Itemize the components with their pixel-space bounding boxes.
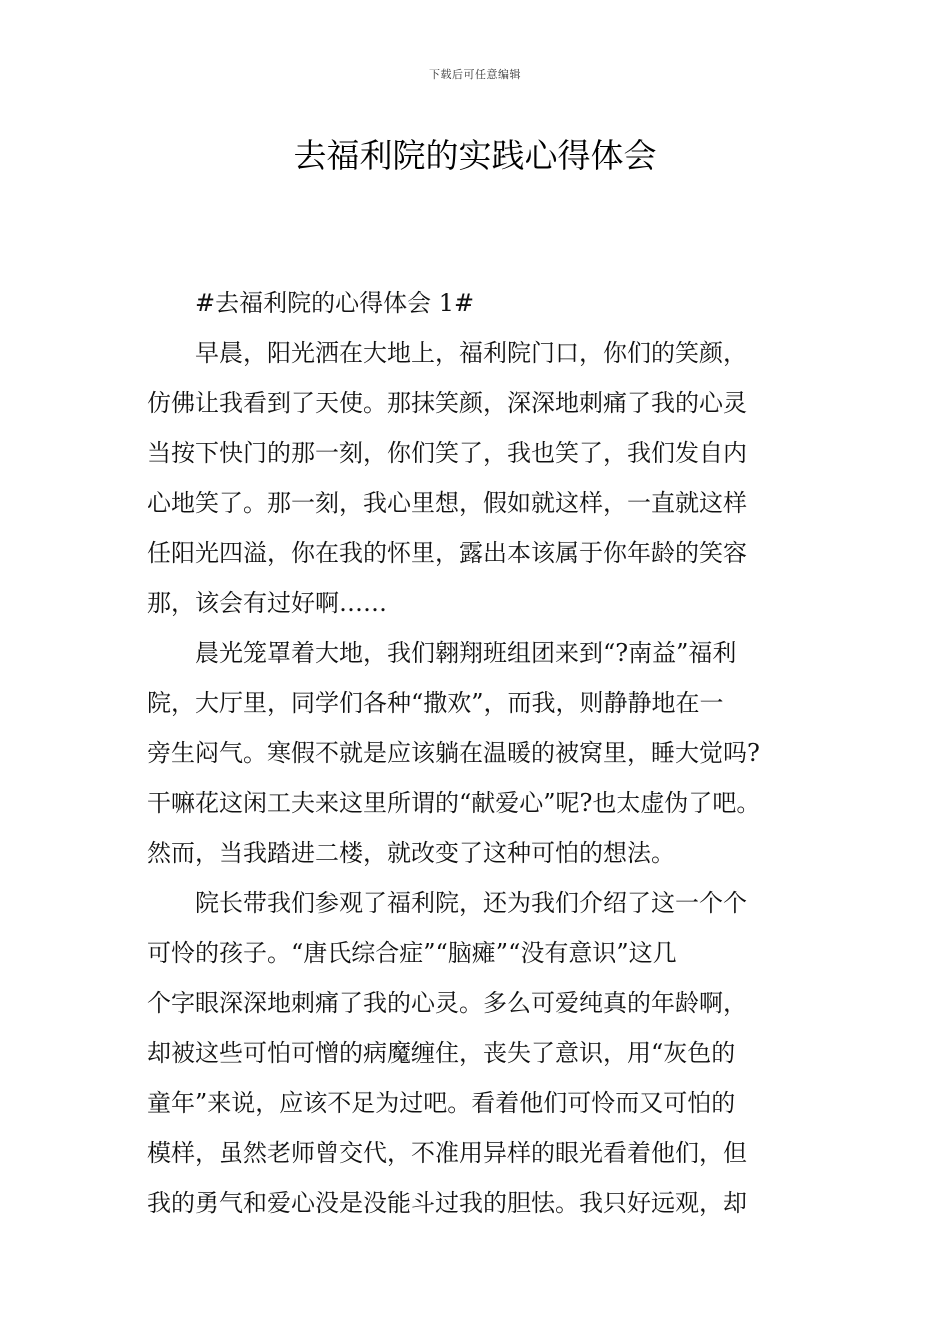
section-heading: #去福利院的心得体会 1# (195, 289, 475, 317)
text-line: 早晨，阳光洒在大地上，福利院门口，你们的笑颜， (195, 339, 747, 367)
text-line: 仿佛让我看到了天使。那抹笑颜，深深地刺痛了我的心灵 (147, 389, 747, 417)
text-line: 干嘛花这闲工夫来这里所谓的“献爱心”呢?也太虚伪了吧。 (147, 789, 761, 817)
text-line: 个字眼深深地刺痛了我的心灵。多么可爱纯真的年龄啊， (147, 989, 747, 1017)
text-line: 院长带我们参观了福利院，还为我们介绍了这一个个 (195, 889, 747, 917)
text-line: 却被这些可怕可憎的病魔缠住，丧失了意识，用“灰色的 (147, 1039, 736, 1067)
text-line: 任阳光四溢，你在我的怀里，露出本该属于你年龄的笑容 (147, 539, 747, 567)
text-line: 我的勇气和爱心没是没能斗过我的胆怯。我只好远观，却 (147, 1189, 747, 1217)
text-line: 模样，虽然老师曾交代，不准用异样的眼光看着他们，但 (147, 1139, 747, 1167)
text-line: 童年”来说，应该不足为过吧。看着他们可怜而又可怕的 (147, 1089, 736, 1117)
document-body (147, 278, 837, 1228)
text-line: 可怜的孩子。“唐氏综合症”“脑瘫”“没有意识”这几 (147, 939, 677, 967)
text-line: 心地笑了。那一刻，我心里想，假如就这样，一直就这样 (147, 489, 747, 517)
text-line: 当按下快门的那一刻，你们笑了，我也笑了，我们发自内 (147, 439, 747, 467)
text-line: 晨光笼罩着大地，我们翱翔班组团来到“?南益”福利 (195, 639, 737, 667)
header-note: 下载后可任意编辑 (429, 68, 521, 81)
text-line: 那，该会有过好啊…… (147, 589, 387, 617)
text-line: 然而，当我踏进二楼，就改变了这种可怕的想法。 (147, 839, 675, 867)
document-title: 去福利院的实践心得体会 (293, 136, 657, 175)
text-line: 院，大厅里，同学们各种“撒欢”，而我，则静静地在一 (147, 689, 724, 717)
text-line: 旁生闷气。寒假不就是应该躺在温暖的被窝里，睡大觉吗? (147, 739, 760, 767)
